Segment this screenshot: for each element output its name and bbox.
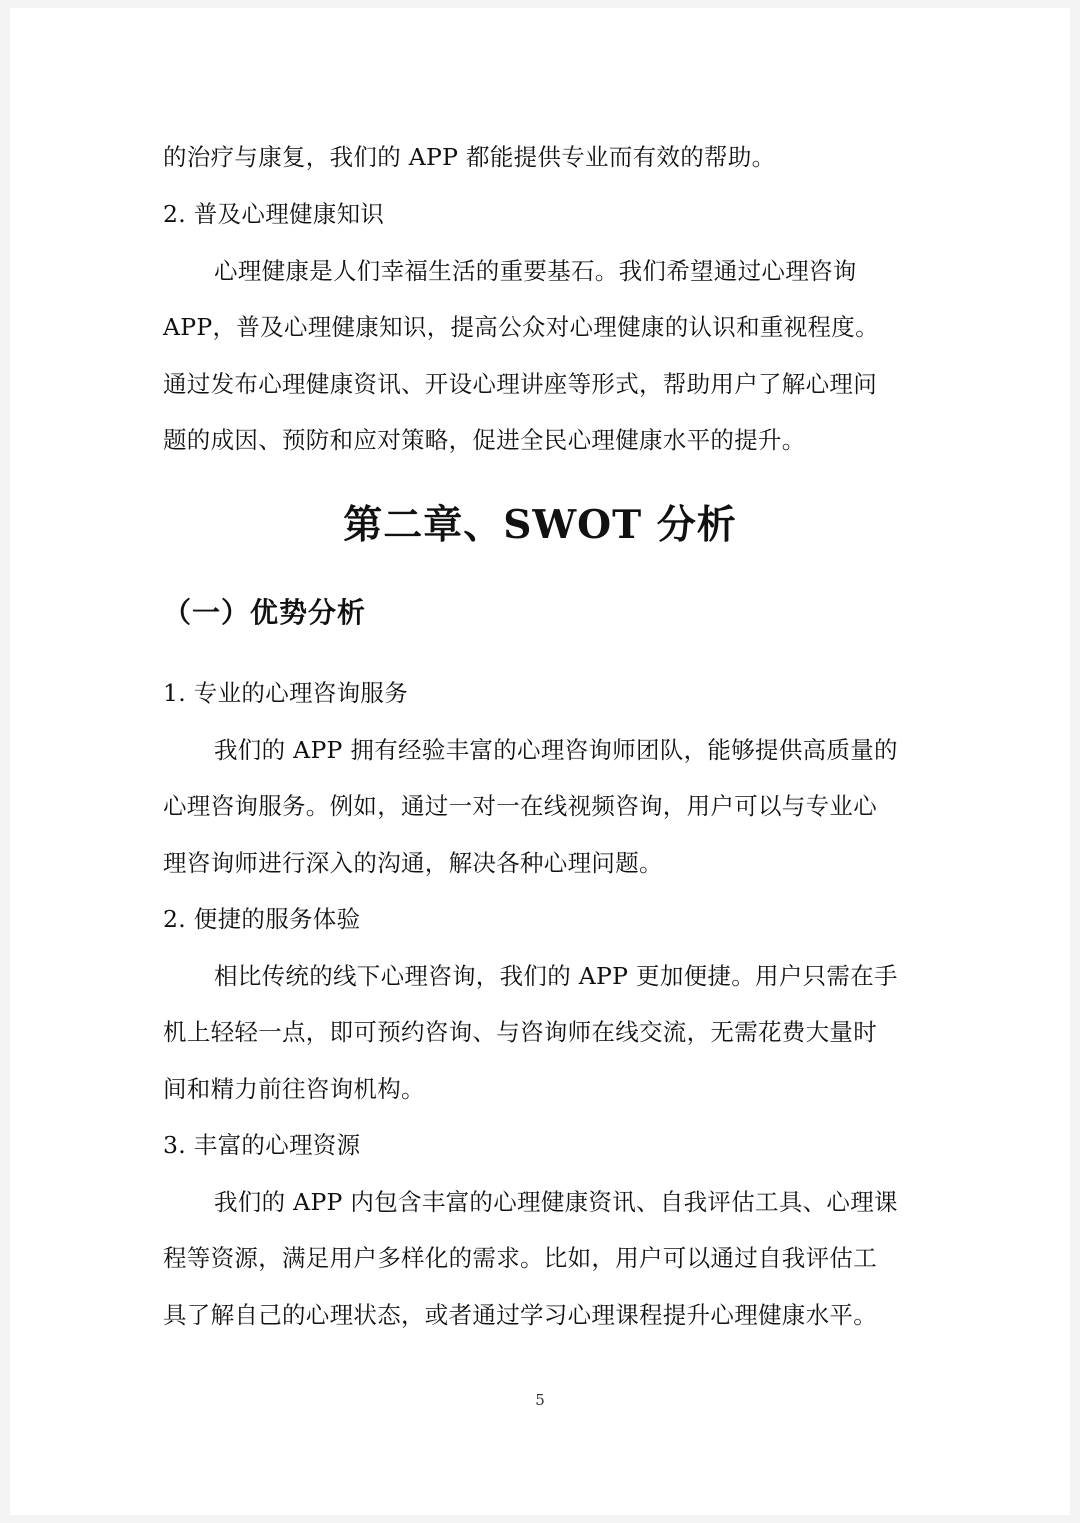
list-item-heading: 2. 便捷的服务体验 (163, 905, 361, 933)
paragraph-line: 机上轻轻一点，即可预约咨询、与咨询师在线交流，无需花费大量时 (163, 1018, 877, 1046)
paragraph-line: 题的成因、预防和应对策略，促进全民心理健康水平的提升。 (163, 426, 806, 454)
paragraph-line: 心理健康是人们幸福生活的重要基石。我们希望通过心理咨询 (214, 257, 857, 285)
paragraph-line: APP，普及心理健康知识，提高公众对心理健康的认识和重视程度。 (163, 313, 879, 341)
section-title: （一）优势分析 (163, 596, 367, 629)
list-item-heading: 1. 专业的心理咨询服务 (163, 679, 408, 707)
chapter-title: 第二章、SWOT 分析 (343, 502, 737, 548)
list-item-heading: 3. 丰富的心理资源 (163, 1131, 361, 1159)
page-number: 5 (535, 1391, 545, 1409)
paragraph-line: 的治疗与康复，我们的 APP 都能提供专业而有效的帮助。 (163, 143, 776, 171)
paragraph-line: 我们的 APP 拥有经验丰富的心理咨询师团队，能够提供高质量的 (214, 736, 898, 764)
paragraph-line: 通过发布心理健康资讯、开设心理讲座等形式，帮助用户了解心理问 (163, 370, 877, 398)
paragraph-line: 心理咨询服务。例如，通过一对一在线视频咨询，用户可以与专业心 (163, 792, 877, 820)
paragraph-line: 具了解自己的心理状态，或者通过学习心理课程提升心理健康水平。 (163, 1301, 877, 1329)
paragraph-line: 程等资源，满足用户多样化的需求。比如，用户可以通过自我评估工 (163, 1244, 877, 1272)
paragraph-line: 我们的 APP 内包含丰富的心理健康资讯、自我评估工具、心理课 (214, 1188, 898, 1216)
list-item-heading: 2. 普及心理健康知识 (163, 200, 385, 228)
paragraph-line: 理咨询师进行深入的沟通，解决各种心理问题。 (163, 849, 663, 877)
paragraph-line: 相比传统的线下心理咨询，我们的 APP 更加便捷。用户只需在手 (214, 962, 898, 990)
paragraph-line: 间和精力前往咨询机构。 (163, 1075, 425, 1103)
